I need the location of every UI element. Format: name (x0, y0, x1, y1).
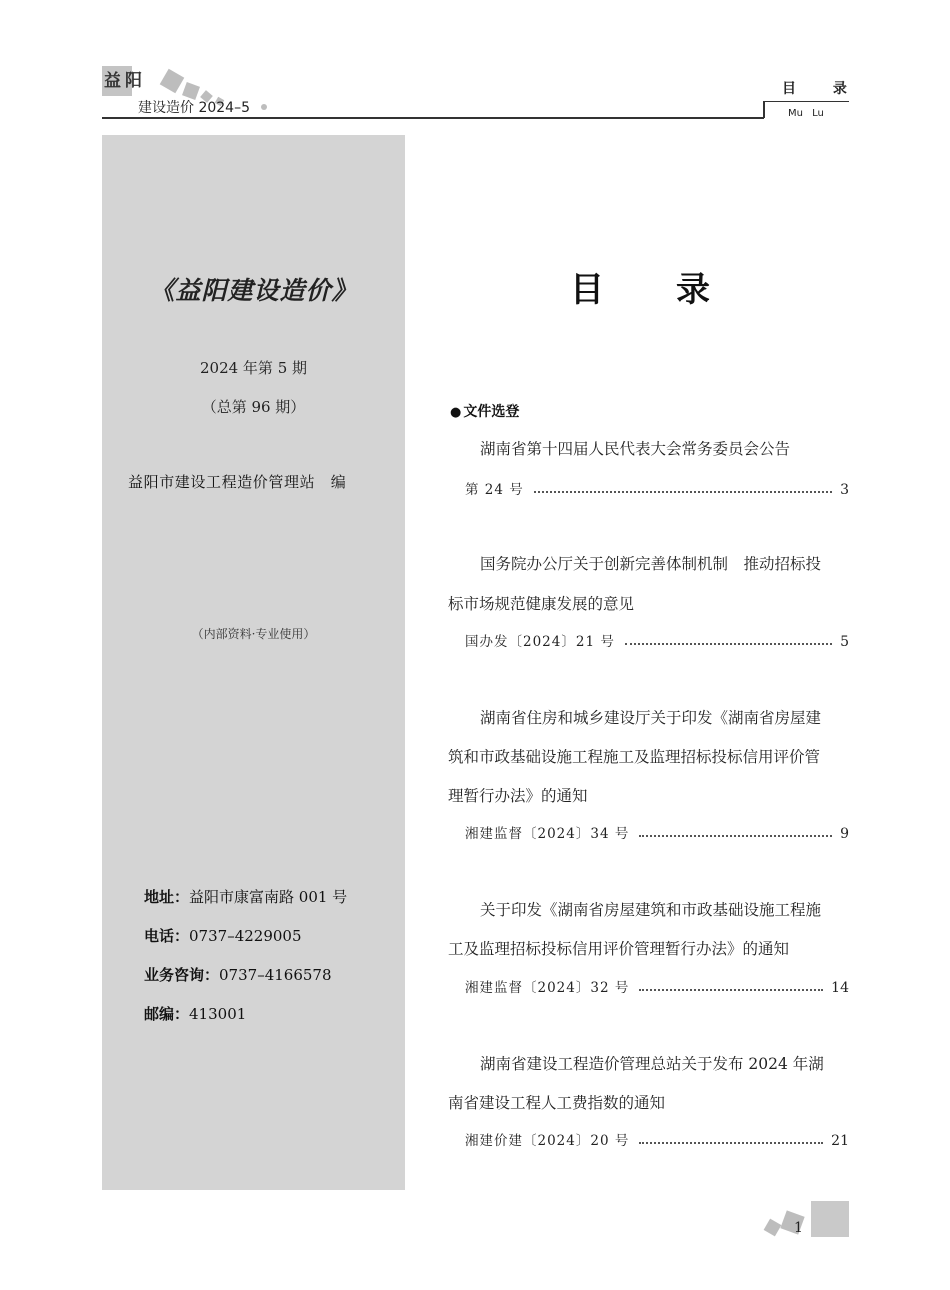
toc-entry-title[interactable]: 标市场规范健康发展的意见 (448, 595, 635, 613)
dot-leader (639, 1142, 823, 1144)
contact-address (144, 886, 347, 907)
header-logo-text: 益阳 (104, 71, 146, 91)
page-number: 21 (831, 1133, 849, 1149)
contact-value: 益阳市康富南路 001 号 (189, 888, 348, 906)
bullet-icon: ● (450, 405, 462, 420)
document-number: 国办发〔2024〕21 号 (465, 634, 615, 650)
journal-title: 《益阳建设造价》 (149, 276, 358, 305)
toc-entry-reference[interactable] (465, 478, 849, 498)
toc-entry-title[interactable]: 湖南省第十四届人民代表大会常务委员会公告 (480, 440, 791, 458)
contact-label: 邮编： (144, 1005, 190, 1023)
toc-entry-reference[interactable] (465, 630, 849, 650)
editor-line: 益阳市建设工程造价管理站 编 (128, 473, 347, 491)
toc-entry-title[interactable]: 关于印发《湖南省房屋建筑和市政基础设施工程施 (480, 901, 822, 919)
header-section-label: 目 录 (782, 81, 863, 97)
contact-value: 0737–4166578 (219, 966, 332, 984)
toc-entry-title[interactable]: 工及监理招标投标信用评价管理暂行办法》的通知 (448, 940, 790, 958)
footer-page-number: 1 (794, 1220, 803, 1236)
toc-entry-title[interactable]: 湖南省住房和城乡建设厅关于印发《湖南省房屋建 (480, 709, 822, 727)
document-number: 湘建监督〔2024〕32 号 (465, 980, 630, 996)
dot-leader (639, 835, 832, 837)
toc-entry-reference[interactable] (465, 1129, 849, 1149)
toc-entry-reference[interactable] (465, 822, 849, 842)
dot-leader (639, 989, 823, 991)
header-deco-dot (261, 104, 267, 110)
page-number: 9 (840, 826, 849, 842)
footer-deco-square (811, 1201, 849, 1237)
contact-value: 0737–4229005 (189, 927, 302, 945)
document-number: 湘建价建〔2024〕20 号 (465, 1133, 630, 1149)
section-title: 文件选登 (463, 404, 520, 420)
toc-entry-reference[interactable] (465, 976, 849, 996)
section-heading (450, 401, 519, 421)
page-number: 3 (840, 482, 849, 498)
header-rule-right (764, 101, 849, 102)
footer-deco-diamond (764, 1219, 782, 1237)
toc-entry-title[interactable]: 南省建设工程人工费指数的通知 (448, 1094, 666, 1112)
document-number: 湘建监督〔2024〕34 号 (465, 826, 630, 842)
page-number: 14 (831, 980, 849, 996)
total-issue-number: （总第 96 期） (201, 398, 306, 416)
toc-entry-title[interactable]: 国务院办公厅关于创新完善体制机制 推动招标投 (480, 555, 822, 573)
dot-leader (534, 491, 832, 493)
page-number: 5 (840, 634, 849, 650)
toc-heading: 目录 (570, 270, 782, 310)
internal-use-note: （内部资料·专业使用） (191, 627, 316, 641)
contact-label: 地址： (144, 888, 190, 906)
toc-entry-title[interactable]: 筑和市政基础设施工程施工及监理招标投标信用评价管 (448, 748, 821, 766)
header-deco-diamond (160, 69, 185, 94)
dot-leader (625, 643, 832, 645)
contact-label: 电话： (144, 927, 190, 945)
toc-entry-title[interactable]: 理暂行办法》的通知 (448, 787, 588, 805)
issue-number: 2024 年第 5 期 (199, 359, 308, 377)
header-section-pinyin: Mu Lu (788, 108, 824, 119)
header-journal-issue: 建设造价 2024–5 (138, 100, 250, 116)
toc-entry-title[interactable]: 湖南省建设工程造价管理总站关于发布 2024 年湖 (480, 1055, 824, 1073)
header-rule (102, 117, 764, 119)
contact-value: 413001 (189, 1005, 247, 1023)
contact-business-phone (144, 964, 332, 985)
header-rule-step (763, 101, 765, 118)
document-number: 第 24 号 (465, 482, 524, 498)
contact-phone (144, 925, 302, 946)
contact-postcode (144, 1003, 246, 1024)
info-panel (102, 135, 405, 1190)
contact-label: 业务咨询： (144, 966, 220, 984)
